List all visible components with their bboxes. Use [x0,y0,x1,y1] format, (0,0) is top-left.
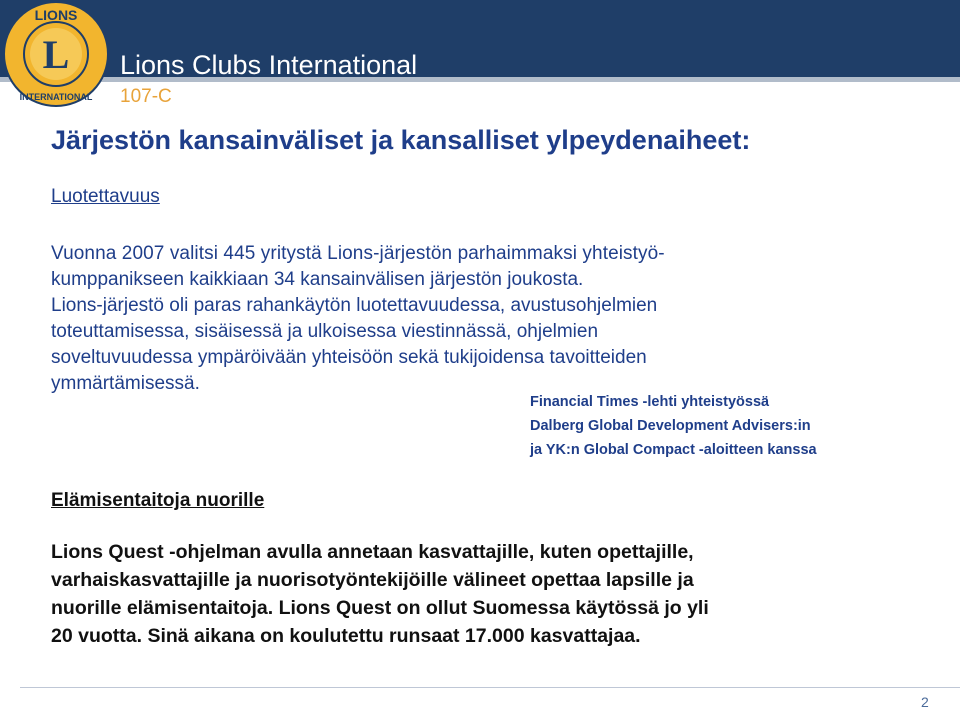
source-attribution [530,390,817,462]
trust-line: soveltuvuudessa ympäröivään yhteisöön sekä tukijoidensa tavoitteiden [51,347,647,368]
trust-line: toteuttamisessa, sisäisessä ja ulkoisessa viestinnässä, ohjelmien [51,321,599,342]
life-skills-line: varhaiskasvattajille ja nuorisotyöntekijöille välineet opettaa lapsille ja [51,569,694,591]
district-label: 107-C [120,86,172,107]
life-skills-line: 20 vuotta. Sinä aikana on koulutettu runsaat 17.000 kasvattajaa. [51,625,641,647]
life-skills-line: Lions Quest -ohjelman avulla annetaan kasvattajille, kuten opettajille, [51,541,694,563]
page-number: 2 [921,694,929,710]
trust-line: kumppanikseen kaikkiaan 34 kansainvälisen järjestön joukosta. [51,269,584,290]
lions-logo [2,0,110,108]
life-skills-line: nuorille elämisentaitoja. Lions Quest on ollut Suomessa käytössä jo yli [51,597,709,619]
source-line: Financial Times -lehti yhteistyössä [530,394,770,410]
logo-text-bottom: INTERNATIONAL [19,92,93,102]
logo-letter: L [42,32,70,77]
slide-title: Järjestön kansainväliset ja kansalliset ylpeydenaiheet: [51,125,751,155]
life-skills-paragraph [51,538,911,650]
trust-line: ymmärtämisessä. [51,373,200,394]
source-line: ja YK:n Global Compact -aloitteen kanssa [530,442,817,458]
section-heading-life-skills: Elämisentaitoja nuorille [51,490,265,511]
source-line: Dalberg Global Development Advisers:in [530,418,811,434]
logo-text-top: LIONS [34,7,78,23]
trust-paragraph [51,241,921,397]
trust-line: Lions-järjestö oli paras rahankäytön luotettavuudessa, avustusohjelmien [51,295,658,316]
footer-divider [20,687,960,688]
section-heading-trust: Luotettavuus [51,186,160,207]
trust-line: Vuonna 2007 valitsi 445 yritystä Lions-järjestön parhaimmaksi yhteistyö- [51,243,665,264]
org-title: Lions Clubs International [120,50,418,80]
